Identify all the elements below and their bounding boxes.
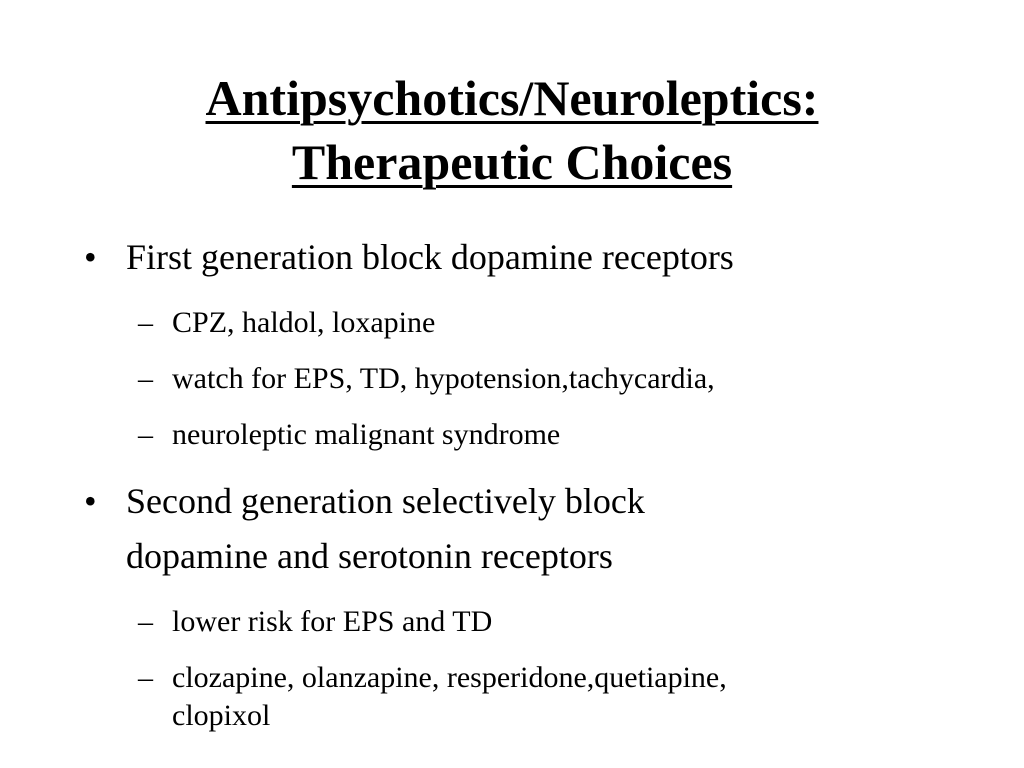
dash-icon: – bbox=[138, 362, 153, 395]
dash-icon: – bbox=[138, 306, 153, 339]
bullet-icon: • bbox=[84, 237, 97, 277]
bullet-first-generation bbox=[84, 230, 964, 285]
bullet-text: First generation block dopamine receptors bbox=[126, 237, 734, 277]
dash-icon: – bbox=[138, 418, 153, 451]
title-line-1: Antipsychotics/Neuroleptics: bbox=[205, 70, 819, 126]
sub-bullet-text-line-1: clozapine, olanzapine, resperidone,quetiapine, bbox=[172, 661, 727, 694]
slide-body bbox=[84, 230, 964, 735]
sub-bullet bbox=[84, 603, 964, 641]
sub-bullet-text: CPZ, haldol, loxapine bbox=[172, 306, 436, 339]
dash-icon: – bbox=[138, 605, 153, 638]
sub-bullet-text-line-2: clopixol bbox=[172, 699, 271, 732]
sub-bullet bbox=[84, 360, 964, 398]
sub-bullet-text: watch for EPS, TD, hypotension,tachycardia, bbox=[172, 362, 715, 395]
bullet-text-line-1: Second generation selectively block bbox=[126, 481, 645, 521]
bullet-second-generation bbox=[84, 474, 964, 584]
sub-bullet bbox=[84, 659, 964, 735]
sub-bullet-text: lower risk for EPS and TD bbox=[172, 605, 493, 638]
sub-bullet-text: neuroleptic malignant syndrome bbox=[172, 418, 561, 451]
slide-title bbox=[0, 66, 1024, 194]
sub-bullet bbox=[84, 416, 964, 454]
bullet-icon: • bbox=[84, 481, 97, 521]
title-line-2: Therapeutic Choices bbox=[291, 134, 733, 190]
bullet-text-line-2: dopamine and serotonin receptors bbox=[126, 536, 613, 576]
dash-icon: – bbox=[138, 661, 153, 694]
sub-bullet bbox=[84, 304, 964, 342]
